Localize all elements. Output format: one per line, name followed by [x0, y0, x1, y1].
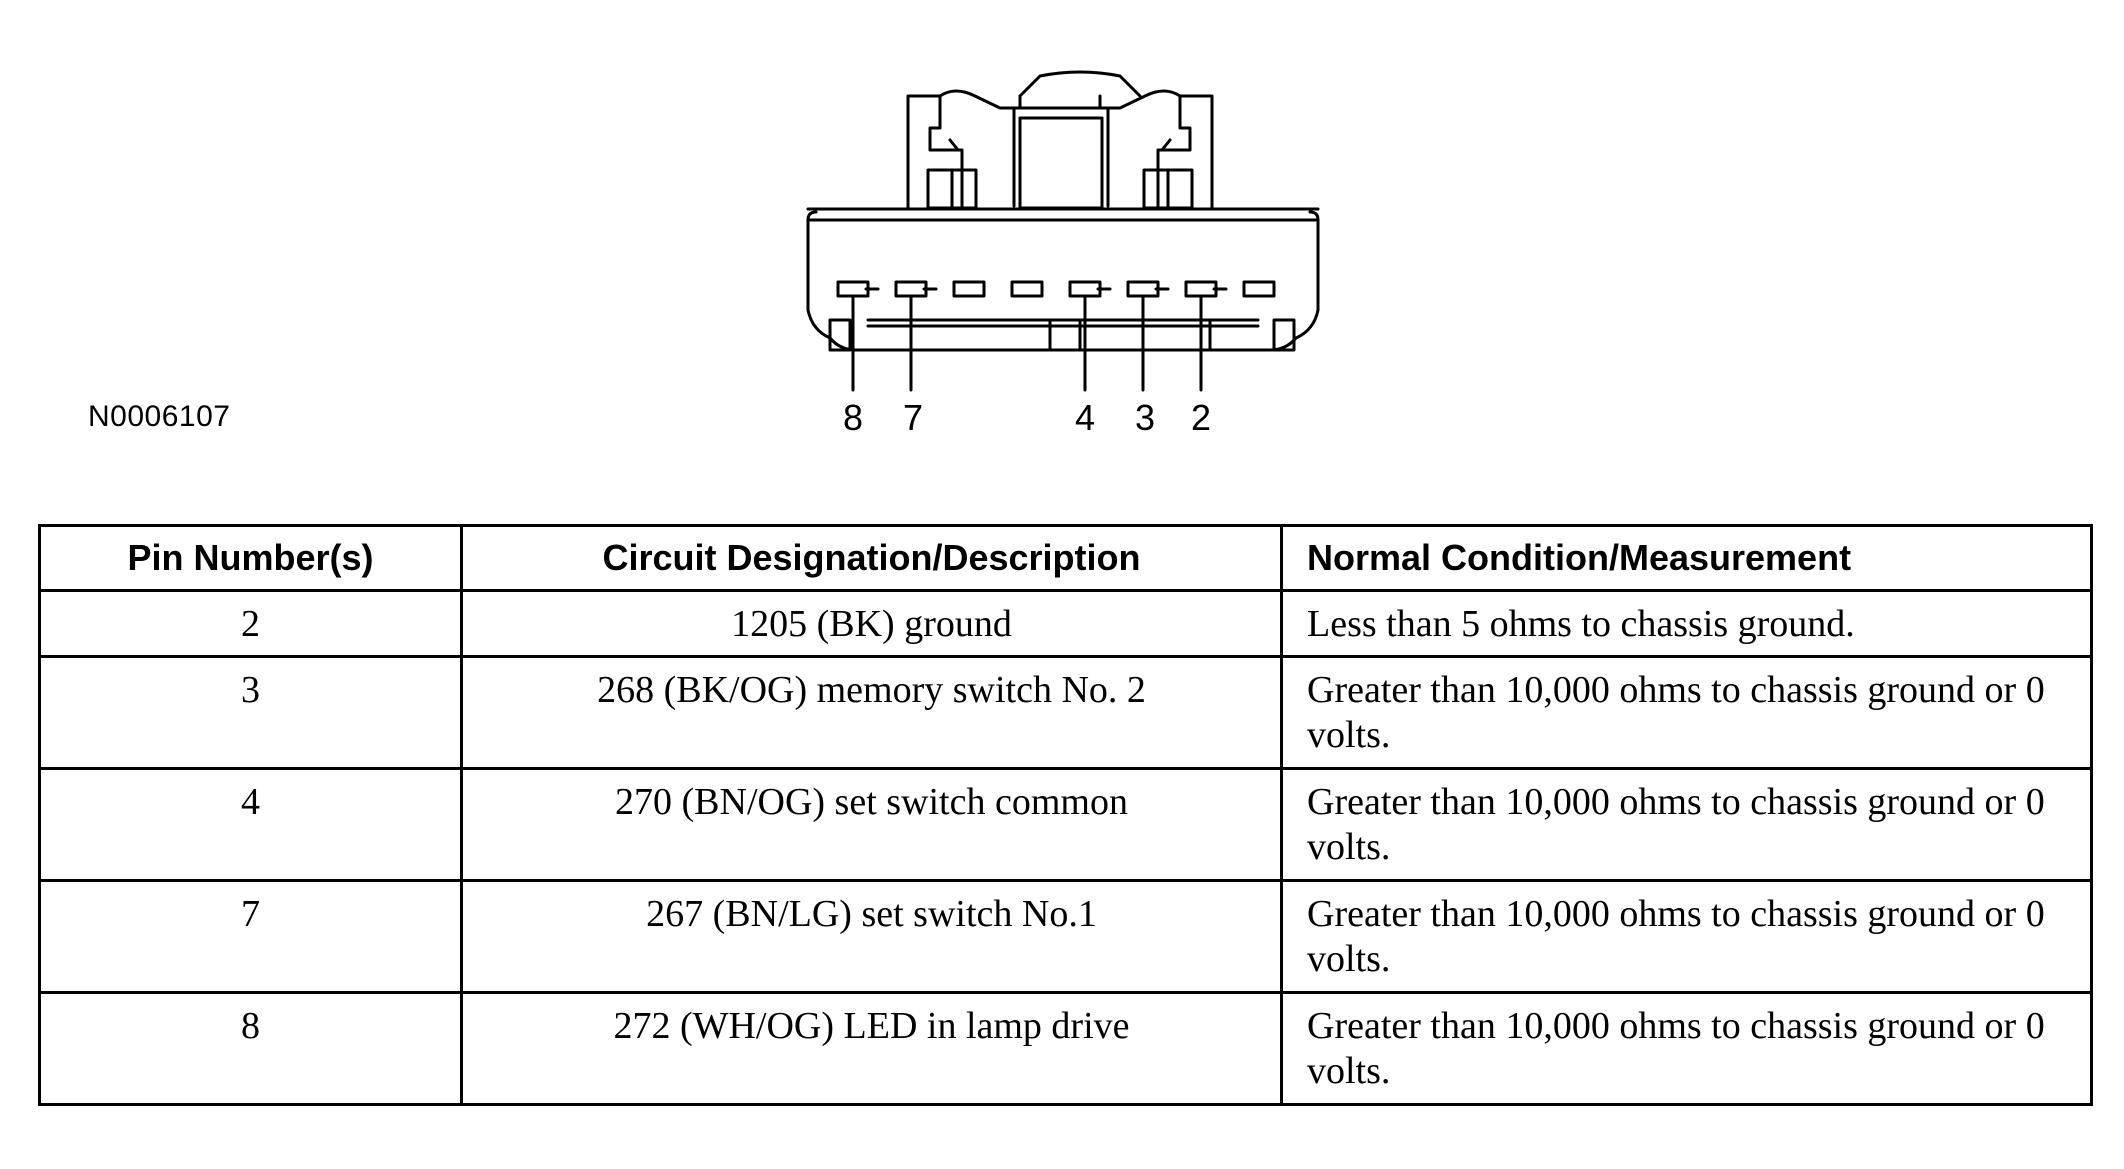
pin-label-7: 7 — [902, 397, 924, 438]
pin-label-4: 4 — [1074, 397, 1096, 438]
table-row — [40, 881, 2092, 993]
table-row — [40, 657, 2092, 769]
table-row — [40, 591, 2092, 657]
cell-pin: 4 — [40, 769, 462, 881]
cell-condition: Less than 5 ohms to chassis ground. — [1282, 591, 2092, 657]
cell-circuit: 270 (BN/OG) set switch common — [462, 769, 1282, 881]
cell-condition: Greater than 10,000 ohms to chassis ground or 0 volts. — [1282, 657, 2092, 769]
table-row — [40, 993, 2092, 1105]
cell-pin: 3 — [40, 657, 462, 769]
figure-id-label: N0006107 — [88, 400, 231, 433]
cell-pin: 7 — [40, 881, 462, 993]
connector-latch — [908, 72, 1212, 208]
cell-circuit: 268 (BK/OG) memory switch No. 2 — [462, 657, 1282, 769]
pin-label-3: 3 — [1134, 397, 1156, 438]
header-pin-number: Pin Number(s) — [40, 526, 462, 591]
cell-circuit: 272 (WH/OG) LED in lamp drive — [462, 993, 1282, 1105]
cell-circuit: 1205 (BK) ground — [462, 591, 1282, 657]
cell-pin: 2 — [40, 591, 462, 657]
pin-table — [38, 524, 2093, 1106]
table-row — [40, 769, 2092, 881]
connector-body — [808, 209, 1318, 350]
table-header-row — [40, 526, 2092, 591]
cell-condition: Greater than 10,000 ohms to chassis ground or 0 volts. — [1282, 881, 2092, 993]
cell-condition: Greater than 10,000 ohms to chassis ground or 0 volts. — [1282, 769, 2092, 881]
cell-condition: Greater than 10,000 ohms to chassis ground or 0 volts. — [1282, 993, 2092, 1105]
header-condition: Normal Condition/Measurement — [1282, 526, 2092, 591]
pin-label-2: 2 — [1190, 397, 1212, 438]
pin-cavities — [838, 282, 1274, 296]
cell-pin: 8 — [40, 993, 462, 1105]
pin-leader-lines — [853, 289, 1226, 390]
pin-label-8: 8 — [842, 397, 864, 438]
connector-diagram — [0, 0, 2124, 480]
header-circuit: Circuit Designation/Description — [462, 526, 1282, 591]
cell-circuit: 267 (BN/LG) set switch No.1 — [462, 881, 1282, 993]
